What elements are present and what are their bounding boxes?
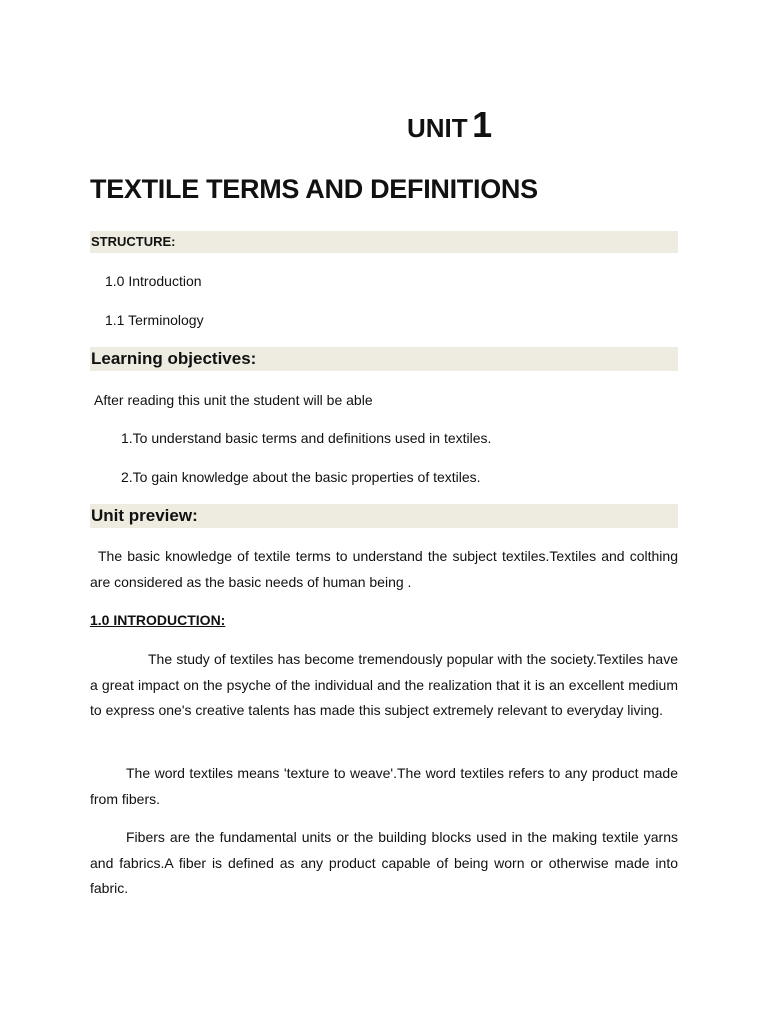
learning-objectives-intro: After reading this unit the student will be able	[94, 392, 373, 408]
document-title	[0, 174, 638, 205]
structure-item: 1.0 Introduction	[105, 273, 202, 289]
unit-word: UNIT	[407, 113, 468, 143]
structure-item: 1.1 Terminology	[105, 312, 204, 328]
structure-label: STRUCTURE:	[91, 234, 176, 249]
document-title-text: TEXTILE TERMS AND DEFINITIONS	[90, 174, 538, 204]
unit-preview-text: The basic knowledge of textile terms to understand the subject textiles.Textiles and colthing are considered as the basic needs of human being .	[90, 548, 678, 590]
learning-objective-item: 2.To gain knowledge about the basic properties of textiles.	[121, 469, 481, 485]
unit-preview-band	[90, 504, 678, 528]
unit-number: 1	[472, 104, 493, 145]
unit-preview-heading: Unit preview:	[91, 506, 198, 525]
structure-band	[90, 231, 678, 253]
learning-objectives-band	[90, 347, 678, 371]
introduction-paragraph: Fibers are the fundamental units or the building blocks used in the making textile yarns and fabrics.A fiber is defined as any product capable of being worn or otherwise made into fabric.	[90, 829, 678, 896]
introduction-heading: 1.0 INTRODUCTION:	[90, 612, 226, 628]
introduction-paragraph: The study of textiles has become tremendously popular with the society.Textiles have a great impact on the psyche of the individual and the realization that it is an excellent medium to express one's creative talents has made this subject extremely relevant to everyday living.	[90, 651, 678, 718]
learning-objectives-heading: Learning objectives:	[91, 349, 257, 368]
introduction-paragraph: The word textiles means 'texture to weave'.The word textiles refers to any product made from fibers.	[90, 765, 678, 807]
learning-objective-item: 1.To understand basic terms and definitions used in textiles.	[121, 430, 492, 446]
unit-heading	[407, 104, 492, 146]
